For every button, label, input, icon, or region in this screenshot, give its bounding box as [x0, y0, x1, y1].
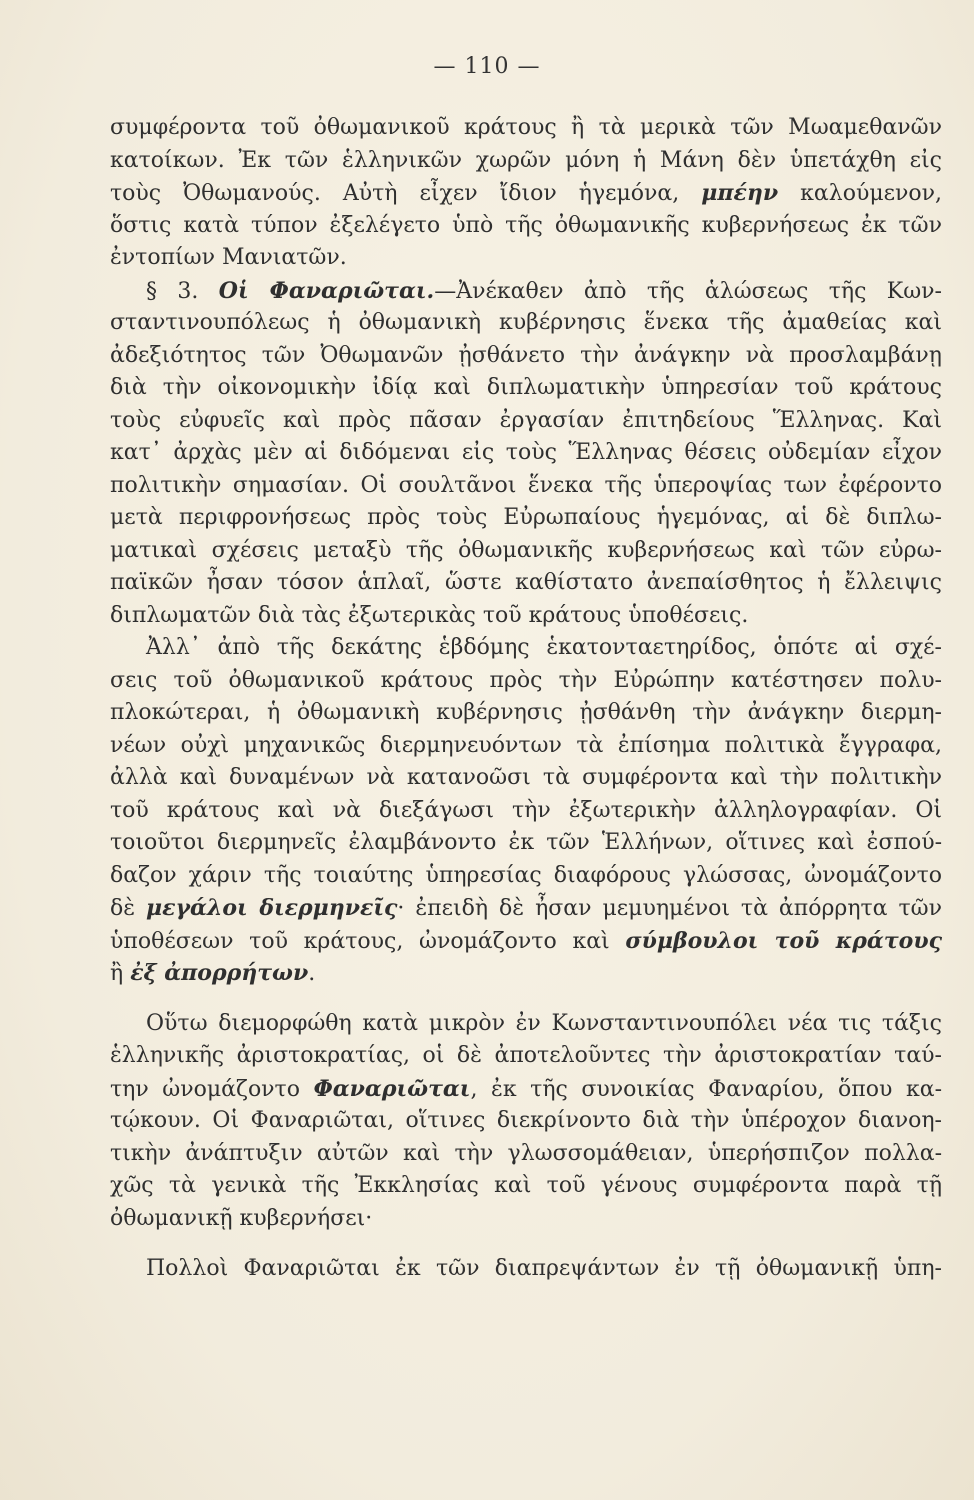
text-run: ἀδεξιότητος τῶν Ὀθωμανῶν ᾐσθάνετο τὴν ἀνάγκην νὰ προσλαμβάνῃ	[110, 342, 942, 368]
text-line	[110, 600, 942, 633]
text-line	[110, 1138, 942, 1171]
text-run: τῴκουν. Οἱ Φαναριῶται, οἵτινες διεκρίνοντο διὰ τὴν ὑπέροχον διανοη-	[110, 1108, 942, 1133]
text-run: · ἐπειδὴ δὲ ἦσαν μεμυημένοι τὰ ἀπόρρητα τῶν	[397, 896, 942, 921]
text-line	[110, 145, 942, 178]
text-run: διὰ τὴν οἰκονομικὴν ἰδίᾳ καὶ διπλωματικὴν ὑπηρεσίαν τοῦ κράτους	[110, 375, 942, 400]
text-line	[110, 827, 942, 860]
text-line	[110, 340, 942, 373]
text-run: Οὕτω διεμορφώθη κατὰ μικρὸν ἐν Κωνσταντινουπόλει νέα τις τάξις	[146, 1010, 942, 1036]
body-text	[110, 112, 942, 1286]
text-line	[110, 665, 942, 698]
text-run: Πολλοὶ Φαναριῶται ἐκ τῶν διαπρεψάντων ἐν τῇ ὀθωμανικῇ ὑπη-	[146, 1256, 942, 1281]
emphasis-ex-aporriton: ἐξ ἀπορρήτων	[130, 960, 309, 986]
text-line	[110, 762, 942, 795]
text-line	[110, 242, 942, 275]
text-run: τοῦ κράτους καὶ νὰ διεξάγωσι τὴν ἐξωτερικὴν ἀλληλογραφίαν. Οἱ	[110, 797, 942, 823]
text-line	[110, 925, 942, 958]
section-number: § 3.	[146, 278, 219, 304]
text-run: σταντινουπόλεως ἡ ὀθωμανικὴ κυβέρνησις ἕνεκα τῆς ἀμαθείας καὶ	[110, 310, 942, 335]
text-line	[110, 405, 942, 438]
emphasis-phanariotai: Φαναριῶται	[313, 1075, 471, 1102]
section-title: Οἱ Φαναριῶται.	[218, 277, 435, 304]
text-line	[110, 632, 942, 665]
text-run: καλούμενον,	[778, 181, 942, 206]
text-line	[110, 210, 942, 243]
text-run: ἀλλὰ καὶ δυναμένων νὰ κατανοῶσι τὰ συμφέροντα καὶ τὴν πολιτικὴν	[110, 765, 942, 790]
text-line	[110, 502, 942, 535]
text-line	[110, 1008, 942, 1041]
text-run: τοὺς εὐφυεῖς καὶ πρὸς πᾶσαν ἐργασίαν ἐπιτηδείους Ἕλληνας. Καὶ	[110, 407, 942, 433]
text-line	[110, 697, 942, 730]
text-run: μετὰ περιφρονήσεως πρὸς τοὺς Εὐρωπαίους ἡγεμόνας, αἱ δὲ διπλω-	[110, 505, 942, 530]
text-run: δὲ	[110, 896, 147, 921]
emphasis-megaloi-diermineis: μεγάλοι διερμηνεῖς	[146, 895, 398, 921]
text-run: ὑποθέσεων τοῦ κράτους, ὠνομάζοντο καὶ	[110, 928, 626, 954]
text-run: πλοκώτεραι, ἡ ὀθωμανικὴ κυβέρνησις ᾐσθάνθη τὴν ἀνάγκην διερμη-	[110, 700, 942, 725]
text-run: —Ἀνέκαθεν ἀπὸ τῆς ἁλώσεως τῆς Κων-	[434, 278, 942, 304]
text-line	[110, 730, 942, 763]
text-line	[110, 307, 942, 340]
text-run: σεις τοῦ ὀθωμανικοῦ κράτους πρὸς τὴν Εὐρώπην κατέστησεν πολυ-	[110, 667, 942, 693]
text-run: .	[308, 961, 316, 986]
text-line	[110, 112, 942, 145]
text-run: τικὴν ἀνάπτυξιν αὐτῶν καὶ τὴν γλωσσομάθειαν, ὑπερήσπιζον πολλα-	[110, 1140, 942, 1166]
text-run: Ἀλλ᾿ ἀπὸ τῆς δεκάτης ἑβδόμης ἑκατονταετηρίδος, ὁπότε αἱ σχέ-	[146, 635, 942, 660]
text-line	[110, 535, 942, 568]
text-run: τοὺς Ὀθωμανούς. Αὐτὴ εἶχεν ἴδιον ἡγεμόνα,	[110, 181, 702, 206]
text-run: κατ᾿ ἀρχὰς μὲν αἱ διδόμεναι εἰς τοὺς Ἕλληνας θέσεις οὐδεμίαν εἶχον	[110, 440, 942, 465]
emphasis-symvouloi: σύμβουλοι τοῦ κράτους	[625, 927, 942, 954]
text-run: την ὠνομάζοντο	[110, 1076, 314, 1102]
text-line	[110, 1253, 942, 1286]
text-run: πολιτικὴν σημασίαν. Οἱ σουλτᾶνοι ἕνεκα τῆς ὑπεροψίας των ἐφέροντο	[110, 472, 942, 498]
paragraph-gap	[110, 990, 942, 1008]
text-line	[110, 1170, 942, 1203]
text-line	[110, 1040, 942, 1073]
text-line	[110, 177, 942, 210]
emphasis-mpein: μπέην	[701, 180, 779, 206]
text-line	[110, 567, 942, 600]
text-run: συμφέροντα τοῦ ὀθωμανικοῦ κράτους ἢ τὰ μερικὰ τῶν Μωαμεθανῶν	[110, 115, 942, 140]
text-line	[110, 1073, 942, 1106]
text-run: ματικαὶ σχέσεις μεταξὺ τῆς ὀθωμανικῆς κυβερνήσεως καὶ τῶν εὐρω-	[110, 537, 942, 563]
paragraph-gap	[110, 1235, 942, 1253]
text-run: χῶς τὰ γενικὰ τῆς Ἐκκλησίας καὶ τοῦ γένους συμφέροντα παρὰ τῇ	[110, 1173, 942, 1198]
section-heading-line	[110, 275, 942, 308]
text-run: διπλωματῶν διὰ τὰς ἐξωτερικὰς τοῦ κράτους ὑποθέσεις.	[110, 602, 749, 628]
page-number: — 110 —	[433, 54, 541, 79]
text-line	[110, 892, 942, 925]
text-run: τοιοῦτοι διερμηνεῖς ἐλαμβάνοντο ἐκ τῶν Ἑλλήνων, οἵτινες καὶ ἐσπού-	[110, 830, 942, 855]
text-line	[110, 437, 942, 470]
text-run: ὀθωμανικῇ κυβερνήσει·	[110, 1205, 373, 1231]
text-line	[110, 1203, 942, 1236]
text-run: , ἐκ τῆς συνοικίας Φαναρίου, ὅπου κα-	[470, 1076, 942, 1102]
text-run: ἢ	[110, 961, 131, 986]
text-run: νέων οὐχὶ μηχανικῶς διερμηνευόντων τὰ ἐπίσημα πολιτικὰ ἔγγραφα,	[110, 732, 942, 758]
text-run: κατοίκων. Ἐκ τῶν ἑλληνικῶν χωρῶν μόνη ἡ Μάνη δὲν ὑπετάχθη εἰς	[110, 147, 942, 173]
text-run: δαζον χάριν τῆς τοιαύτης ὑπηρεσίας διαφόρους γλώσσας, ὠνομάζοντο	[110, 862, 942, 888]
text-line	[110, 860, 942, 893]
text-line	[110, 957, 942, 990]
text-line	[110, 1105, 942, 1138]
text-line	[110, 470, 942, 503]
text-run: παϊκῶν ἦσαν τόσον ἁπλαῖ, ὥστε καθίστατο ἀνεπαίσθητος ἡ ἔλλειψις	[110, 570, 942, 595]
text-run: ἑλληνικῆς ἀριστοκρατίας, οἱ δὲ ἀποτελοῦντες τὴν ἀριστοκρατίαν ταύ-	[110, 1043, 942, 1068]
text-line	[110, 372, 942, 405]
text-run: ἐντοπίων Μανιατῶν.	[110, 245, 347, 270]
text-line	[110, 795, 942, 828]
text-run: ὅστις κατὰ τύπον ἐξελέγετο ὑπὸ τῆς ὀθωμανικῆς κυβερνήσεως ἐκ τῶν	[110, 212, 942, 238]
